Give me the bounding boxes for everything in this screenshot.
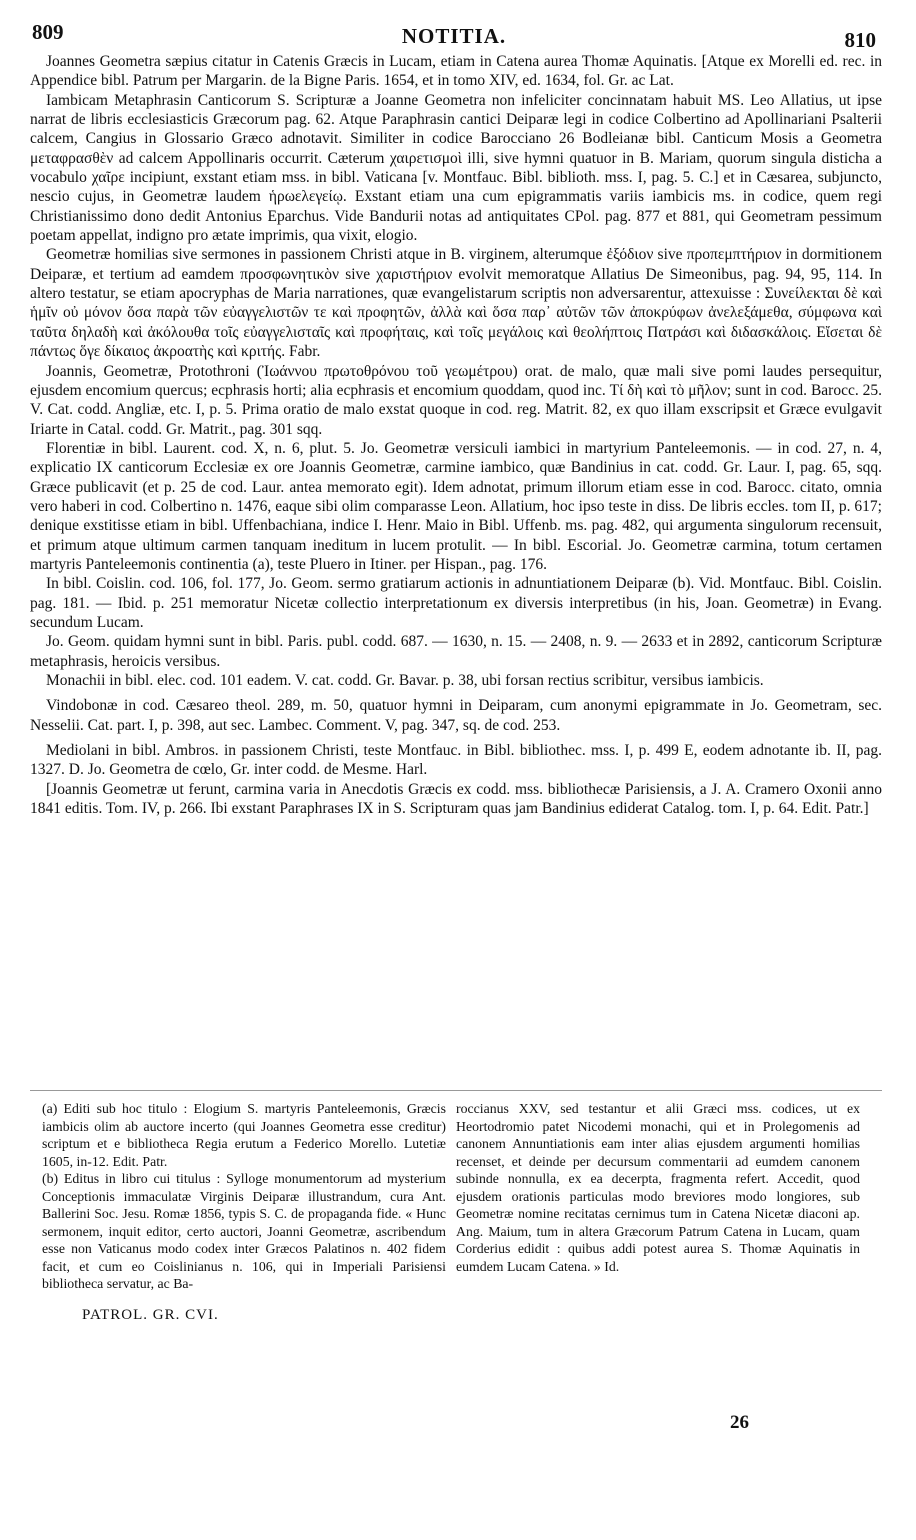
paragraph: [Joannis Geometræ ut ferunt, carmina varia in Anecdotis Græcis ex codd. mss. bibliothecæ Parisiensis, a J. A. Cramero Oxonii anno 1841 editis. Tom. IV, p. 266. Ibi exstant Paraphrases IX in S. Scripturam quas jam Bandinius ediderat Catalog. tom. I, p. 64. Edit. Patr.] xyxy=(30,780,882,818)
page-header xyxy=(32,20,876,52)
footnote: roccianus XXV, sed testantur et alii Græci mss. codices, ut ex Heortodromio patet Nicodemi monachi, qui et in Prolegomenis ad canonem Annuntiationis eam inter alias ejusdem argumenti homilias recenset, et deinde per decursum commentarii ad eumdem canonem subinde nonnulla, ex ea decerpta, fragmenta refert. Accedit, quod ejusdem orationis particulas modo breviores modo longiores, sub Geometræ nomine recitatas cernimus tum in Catena Nicetæ diaconi ap. Ang. Maium, tum in altera Græcorum Patrum Catena in Lucam, quam Corderius edidit : quibus addi potest aurea S. Thomæ Aquinatis in eumdem Lucam Catena. » Id. xyxy=(456,1101,860,1274)
signature: PATROL. GR. CVI. xyxy=(82,1306,219,1323)
footnotes-right-column xyxy=(456,1100,860,1275)
paragraph: Iambicam Metaphrasin Canticorum S. Scripturæ a Joanne Geometra non infeliciter concinnatam habuit MS. Leo Allatius, ut ipse narrat de libris ecclesiasticis Græcorum pag. 62. Atque Paraphrasin cantici Deiparæ legi in codice Colbertino ad Apollinariani Psalterii calcem, Cangius in Glossario Græco adnotavit. Similiter in codice Barocciano 26 Bodleianæ bibl. Canticum Mosis a Geometra μεταφρασθὲν ad calcem Appollinaris occurrit. Cæterum χαιρετισμοὶ illi, sive hymni quatuor in B. Mariam, quorum singula disticha a vocabulo χαῖρε incipiunt, exstant etiam mss. in bibl. Vaticana [v. Montfauc. Bibl. biblioth. mss. I, pag. 5. C.] et in Cæsarea, subjuncto, nescio cujus, in Geometræ laudem ἡρωελεγείῳ. Exstant etiam una cum epigrammatis variis iambicis ms. in codice, quem regi Christianissimo dono dedit Antonius Eparchus. Vide Bandurii notas ad antiquitates CPol. pag. 877 et 881, qui Geometram pessimum poetam appellat, indigno pro ætate imprimis, qua vixit, elogio. xyxy=(30,91,882,245)
footnote-divider xyxy=(30,1090,882,1091)
footnote: (b) Editus in libro cui titulus : Sylloge monumentorum ad mysterium Conceptionis immaculatæ Virginis Deiparæ illustrandum, cura Ant. Ballerini Soc. Jesu. Romæ 1856, typis S. C. de propaganda fide. « Hunc sermonem, inquit editor, certo auctori, Joanni Geometræ, ascribendum esse non Vaticanus modo codex inter Græcos Palatinos n. 402 fidem facit, et cum eo Coislinianus n. 106, qui in Imperiali Parisiensi bibliotheca servatur, ac Ba- xyxy=(42,1171,446,1291)
paragraph: Florentiæ in bibl. Laurent. cod. X, n. 6, plut. 5. Jo. Geometræ versiculi iambici in martyrium Panteleemonis. — in cod. 27, n. 4, explicatio IX canticorum Ecclesiæ ex ore Joannis Geometræ, carmine iambico, quæ Bandinius in cat. codd. Gr. Laur. I, pag. 65, sqq. Græce publicavit (et p. 25 de cod. Laur. antea memorato egit). Idem adnotat, primum illorum etiam esse in cod. Barocc. citato, omnia vero haberi in cod. Colbertino n. 1476, eaque sibi olim comparasse Leon. Allatium, hoc ipso teste in diss. De libris eccles. tom II, p. 617; denique exstitisse etiam in bibl. Uffenbachiana, indice I. Henr. Maio in Bibl. Uffenb. ms. pag. 482, qui argumenta singulorum recensuit, et primum atque ultimum carmen tanquam ineditum in lucem protulit. — In bibl. Escorial. Jo. Geometræ carmina, totum certamen martyris Panteleemonis continentia (a), teste Pluero in Itiner. per Hispan., pag. 176. xyxy=(30,439,882,573)
footnote: (a) Editi sub hoc titulo : Elogium S. martyris Panteleemonis, Græcis iambicis olim ab auctore incerto (qui Joannes Geometra esse creditur) scriptum et e bibliotheca Regia erutum a Federico Morello. Lutetiæ 1605, in-12. Edit. Patr. xyxy=(42,1101,446,1169)
left-page-number: 809 xyxy=(32,20,64,44)
paragraph: Joannes Geometra sæpius citatur in Catenis Græcis in Lucam, etiam in Catena aurea Thomæ Aquinatis. [Atque ex Morelli ed. rec. in Appendice bibl. Patrum per Margarin. de la Bigne Paris. 1654, et in tomo XIV, ed. 1634, fol. Gr. ac Lat. xyxy=(30,53,882,90)
running-title: NOTITIA. xyxy=(401,24,507,48)
paragraph: Monachii in bibl. elec. cod. 101 eadem. V. cat. codd. Gr. Bavar. p. 38, ubi forsan rectius scribitur, versibus iambicis. xyxy=(46,672,764,689)
paragraph: Jo. Geom. quidam hymni sunt in bibl. Paris. publ. codd. 687. — 1630, n. 15. — 2408, n. 9. — 2633 et in 2892, canticorum Scripturæ metaphrasis, heroicis versibus. xyxy=(30,633,882,670)
main-text xyxy=(30,52,882,818)
paragraph: Joannis, Geometræ, Protothroni (Ἰωάννου πρωτοθρόνου τοῦ γεωμέτρου) orat. de malo, quæ mali sive pomi laudes persequitur, ejusdem encomium quercus; ecphrasis horti; alia ecphrasis et encomium quoddam, quod inc. Τί δὴ καὶ τὸ μῆλον; sunt in cod. Barocc. 25. V. Cat. codd. Angliæ, etc. I, p. 5. Prima oratio de malo exstat quoque in cod. reg. Matrit. 82, ex quo illam exscripsit et Græce evulgavit Iriarte in Catal. codd. Gr. Matrit., pag. 301 sqq. xyxy=(30,362,882,438)
sheet-number: 26 xyxy=(730,1412,749,1433)
paragraph: Vindobonæ in cod. Cæsareo theol. 289, m. 50, quatuor hymni in Deiparam, cum anonymi epigrammate in Jo. Geometram, sec. Nesselii. Cat. part. I, p. 398, aut sec. Lambec. Comment. V, pag. 347, sq. de cod. 253. xyxy=(30,697,882,734)
paragraph: Mediolani in bibl. Ambros. in passionem Christi, teste Montfauc. in Bibl. bibliothec. mss. I, p. 499 E, eodem adnotante ib. II, pag. 1327. D. Jo. Geometra de cœlo, Gr. inter codd. de Mesme. Harl. xyxy=(30,742,882,779)
paragraph: In bibl. Coislin. cod. 106, fol. 177, Jo. Geom. sermo gratiarum actionis in adnuntiationem Deiparæ (b). Vid. Montfauc. Bibl. Coislin. pag. 181. — Ibid. p. 251 memoratur Nicetæ collectio interpretationum ex diversis interpretibus (in his, Joan. Geometræ) in Evang. secundum Lucam. xyxy=(30,575,882,631)
paragraph: Geometræ homilias sive sermones in passionem Christi atque in B. virginem, alterumque ἐξόδιον sive προπεμπτήριον in dormitionem Deiparæ, et tertium ad eamdem προσφωνητικὸν sive χαριστήριον evolvit memoratque Allatius De Simeonibus, pag. 94, 95, 114. In altero testatur, se etiam apocryphas de Maria narrationes, quæ evangelistarum scriptis non adversarentur, attexuisse : Συνείλεκται δὲ καὶ ἡμῖν οὐ μόνον ὅσα παρὰ τῶν εὐαγγελιστῶν τε καὶ προφητῶν, ἀλλὰ καὶ ὅσα παρ᾽ αὐτῶν τῶν ἀποκρύφων ἀνελεξάμεθα, σύμφωνα καὶ ταῦτα δηλαδὴ καὶ ἀκόλουθα τοῖς εὐαγγελισταῖς καὶ προφήταις, καὶ τοῖς μεγάλοις καὶ θεολήπτοις Πατράσι καὶ διδασκάλοις. Εἴσεται δὲ πάντως ὅγε δίκαιος ἀκροατὴς καὶ κριτής. Fabr. xyxy=(30,246,882,361)
right-page-number: 810 xyxy=(844,28,876,52)
footnotes-left-column xyxy=(42,1100,446,1324)
